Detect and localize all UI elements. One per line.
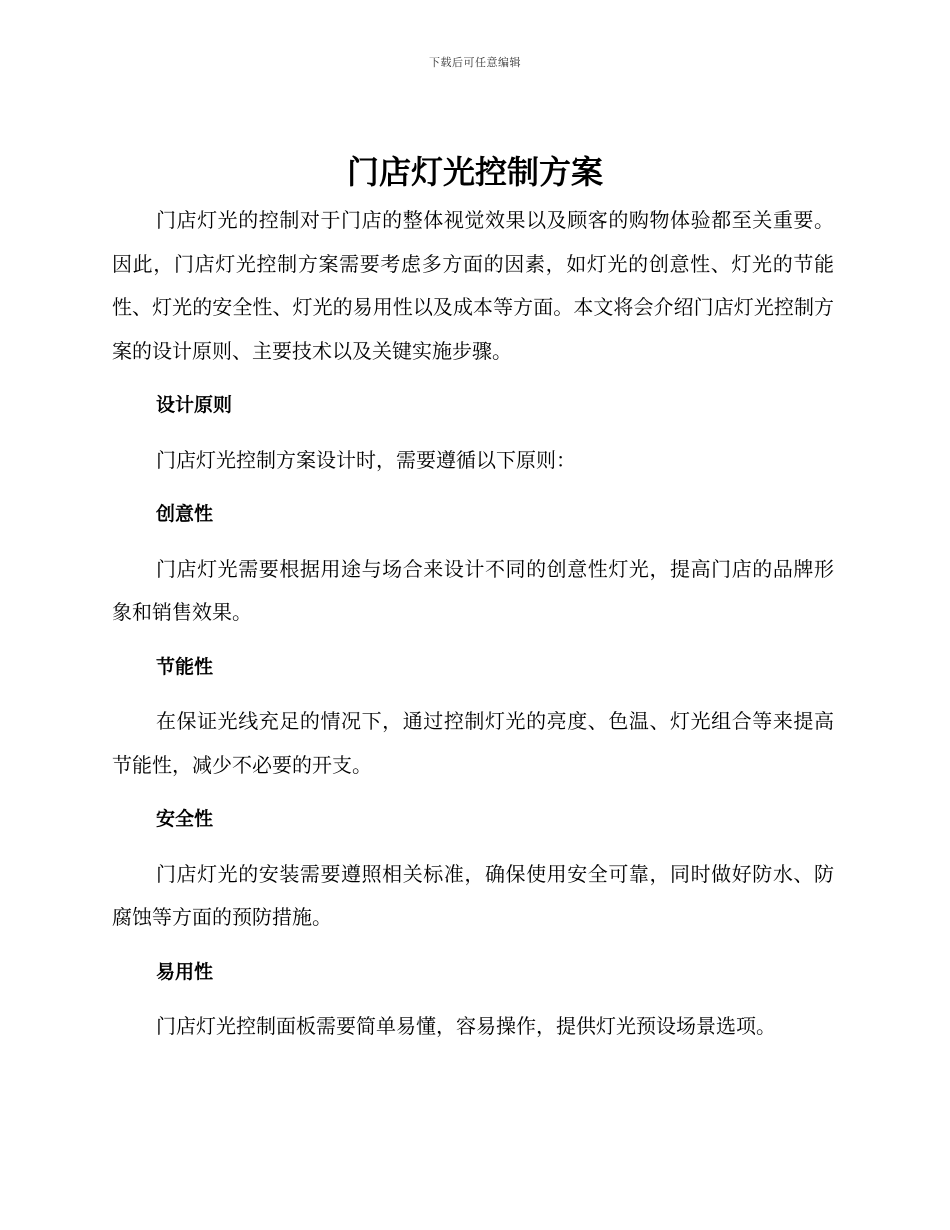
principle-text-safety: 门店灯光的安装需要遵照相关标准，确保使用安全可靠，同时做好防水、防腐蚀等方面的预防措施。: [112, 861, 834, 929]
principle-text-energy-saving: 在保证光线充足的情况下，通过控制灯光的亮度、色温、灯光组合等来提高节能性，减少不必要的开支。: [112, 709, 834, 777]
section-heading-design-principles: 设计原则: [156, 394, 233, 416]
principle-text-usability: 门店灯光控制面板需要简单易懂，容易操作，提供灯光预设场景选项。: [156, 1014, 776, 1038]
intro-paragraph: 门店灯光的控制对于门店的整体视觉效果以及顾客的购物体验都至关重要。因此，门店灯光控制方案需要考虑多方面的因素，如灯光的创意性、灯光的节能性、灯光的安全性、灯光的易用性以及成本等方面。本文将会介绍门店灯光控制方案的设计原则、主要技术以及关键实施步骤。: [112, 208, 834, 363]
section-lead-paragraph: 门店灯光控制方案设计时，需要遵循以下原则：: [156, 447, 576, 472]
document-body: [112, 199, 834, 1049]
principle-heading-creativity: 创意性: [156, 503, 214, 525]
principle-heading-usability: 易用性: [156, 960, 214, 983]
header-note: 下载后可任意编辑: [429, 56, 521, 69]
document-title: 门店灯光控制方案: [346, 153, 603, 191]
principle-heading-safety: 安全性: [156, 808, 214, 830]
principle-text-creativity: 门店灯光需要根据用途与场合来设计不同的创意性灯光，提高门店的品牌形象和销售效果。: [112, 556, 834, 624]
principle-heading-energy-saving: 节能性: [156, 655, 214, 678]
